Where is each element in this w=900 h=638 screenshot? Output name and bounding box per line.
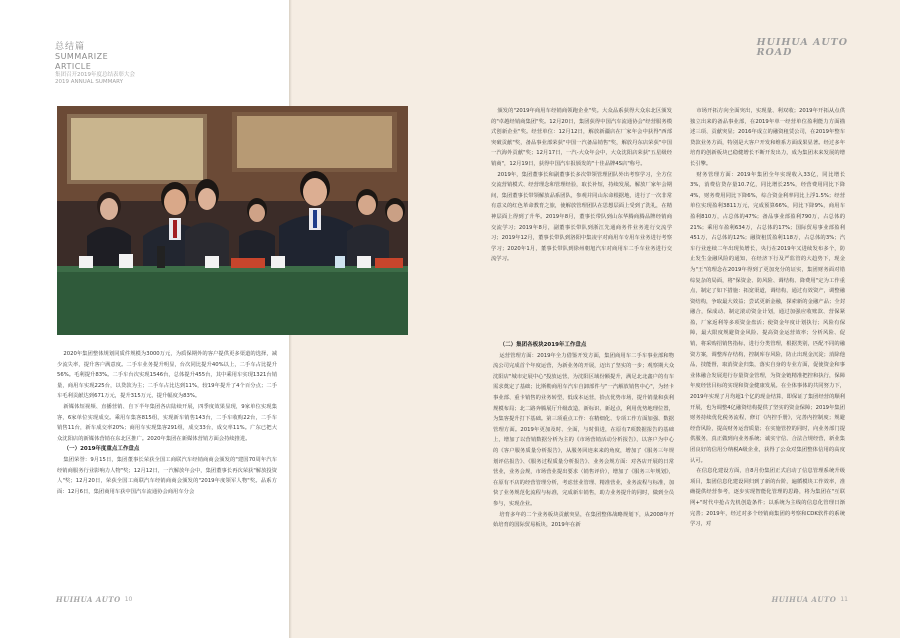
paragraph: 2019年，集团董事长和副董事长多次带领管理团队外出考察学习，全方位交流营销模式、经营理念和管理经验，取长补短，持续发展。解放厂家年会期间，集团董事长带领解放品系团队，参观并同山东命根据地，进行了一次非常有意义的红色革命教育之旅，使解放管理团队在思想层面上受到了洗礼，在精神层面上得到了升华。2019年8月，董事长带队到山东华腾商腾品牌经销商交流学习；2019年8月，副董事长带队到浙江先通商务件业务进行交流学习；2019年12月，董事长带队到洛阳中集凌宇对商用车专用车业务进行考察学习；2020年1月，董事长带队到徐州朝旭汽车对商用车二手车业务进行交流学习。 bbox=[491, 171, 672, 263]
footer-left bbox=[56, 595, 132, 604]
section-subtitle-en: 2019 ANNUAL SUMMARY bbox=[55, 79, 123, 86]
brand-line-1: HUIHUA AUTO bbox=[756, 37, 848, 48]
paragraph: 市场开拓方向全面突出，实现量、利双收；2019年开拓从点供独立出来的备品事业部，在2019年单一经营单位盈利能力方面描述三项、贡献突显；2016年成立的融资租赁公司，在2019年整车贷款业务方面，特别是大客户开发和维系方面成果显著。经过多年培育的创新板块已稳健增长不断开发出力，成为集团未来发展的增长引擎。 bbox=[690, 108, 845, 167]
footer-right bbox=[772, 595, 848, 604]
paragraph: 颁发的"2019年商用车经销商领跑企业"奖。大众品系获得大众东北区颁发的"卓越经销商集团"奖。12月20日，集团获得中国汽车流通协会"经营服务模式创新企业"奖。经营单位：12月12日，解放新疆店在厂家年会中获得"西部突破贡献"奖，备品事业部荣获"中国一汽备品销售"奖，解放丹东店荣获"中国一汽海外贡献"奖；12月17日，一汽-大众年会中，大众沈阳店荣获"五星级经销商"，12月19日，获得中国汽车报颁发的"十佳品牌4S店"称号。 bbox=[491, 108, 672, 167]
paragraph: 2020年集团整体规划同质件规模为3000万元，为质保期外的客户提供更多渠道的选择，减少流失率，提升客户满意度。二手车业务提升明显，台次同比提升40%以上，二手车占比提升56%。毛利提升83%。二手车台次实现1546台，总体提升455台，其中乘用车实现1321台销量，商用车实现225台，以贷款为主；二手车占比达到11%，较19年提升了4个百分点；二手车毛利贡献达到671万元，提升315万元，提升幅度为83%。 bbox=[57, 351, 277, 400]
section-heading: （二）集团各板块2019年工作盘点 bbox=[499, 342, 587, 348]
paragraph: 新媒体短视频、直播营销、自下半年集团各店陆续开展，四季度效果显现，9家单位实现集客，6家单位实现成交。乘用车集客815组，实现新车销售143台，二手车收购22台，二手车销售11台，新车成交率20%；商用车实现集客291组，成交33台，成交率11%。广东已把大众沈阳店的新媒体营销在东北区推广。2020年集团在新媒体营销方面会持续推进。 bbox=[57, 403, 277, 442]
page-number-right: 11 bbox=[840, 596, 848, 603]
section-header bbox=[55, 42, 135, 85]
paragraph: 在信息化建设方面，自8月份集团正式启动了信息管理系统升级项目，集团信息化建设回归到了新的台阶，遍循模块工作效率，准确提供经营参考，逐步实现智能化管理的思路，将为集团在"互联网+"时代中抢占先机创造条件；以系统为主线的信息化管理日渐完善；2019年，经过对多个经销商集团的考察和CDK软件的系统学习，对 bbox=[690, 468, 845, 528]
footer-logo-right: HUIHUA AUTO bbox=[771, 595, 837, 604]
footer-logo-left: HUIHUA AUTO bbox=[56, 595, 121, 604]
section-subtitle-cn: 集团召开2019年度总结表彰大会 bbox=[55, 71, 135, 78]
section-title-en-1: SUMMARIZE bbox=[55, 52, 109, 62]
article-column-3 bbox=[493, 340, 674, 531]
paragraph: 运营管理方面：2019年全力借鉴开发方面，集团商用车二手车事业部和物流公司完成首个年度运营，为新业务的开展，迈出了坚实的一步；观察期大众沈阳店"城市定展中心"投放运营，为沈阳区域份额提升，满足北北鑫户的有车需求奠定了基础；比斯勒商用车汽车自卸部件与"一汽解放销售中心"，为轻卡事业部、重卡销售的业务转型，低成本运营，拾点优势市场，提升销量和获利规模布局；北二路奔腾展厅升级改造，新标识、新起点，利用优势地理位置，为集客提升打下基础。第三项重点工作：在精细化、专项工作方面加强、数据管理方面。2019年更加及时、全面，与时俱进，在原有7项数据报告的基础上，增加了以营销数据分析为主的《市场营销活动分析报告》，以客户为中心的《客户服务质量分析报告》，从服务回迹来来的角度，增加了《服务三年规划评估报告》、《服务过程质量分析报告》、业务会规方面：对各店开展的日常营业，业务会规，市场营业提出要求（销售评价），增加了《服务三年规划》，在原有不店的经营管理分析，考虑营业管理、精准营业，业务流程与标准，加快了业务规范化流程与标准，完成新车销售，助力业务提升的同时，做到全员参与，实现企业。 bbox=[493, 352, 674, 507]
article-column-1 bbox=[57, 349, 277, 497]
meeting-photo bbox=[57, 106, 408, 335]
paragraph: 培育多年的二个业务板块贡献突显，在集团整体战略规划下，从2008年开始培育的国际贸易板块，2019年在新 bbox=[493, 511, 674, 529]
page-number-left: 10 bbox=[124, 596, 133, 603]
article-column-4 bbox=[690, 106, 845, 530]
section-title-cn: 总结篇 bbox=[55, 42, 86, 52]
paragraph: 财务管理方面：2019年集团全年实现收入33亿，同比增长3%，消费信贷存量10.7亿，同比增长25%，经营费用同比下降4%，财务费用同比下降6%，综合资金利率同比上浮1.5%；经营单位实现盈利3811万元，完成预算66%，同比下降9%，商用车盈利810万，占总体的47%；备品事业部盈利790万，占总体的21%；乘用车盈利634万，占总体的17%；国际贸易事业部盈利451万，占总体的12%；融资租赁盈利118万，占总体的3%；汽车行业连续二年出现负增长，央行在2019年又进续发布多个，防止发生金融风险的通知，在经济下行及严监管的大趋势下，现金为"王"的理念在2019年得到了更加充分的证实，集团财务面对错综复杂的局面，将"保资金、防风险、调结构、降费用"定为工作重点，制定了如下措施：拓宽渠道，调结构，通过有效资产，调整融资结构，争取最大效益；尝试更新金融，探索新的金融产品；全封融合，保成动、制定滚动资金计划，通过加强应收账款、营保紧盈，厂家返利等多项资金盘活；使资金年度计划执行；风险有保障，最大限度规避资金风险、提高资金运营效率；分析风险、促销，将采购招销售指标，进行分类管理，根据类别，匹配不同的融资方案，调整库存结构，控制库存风险，防止出现金沉淀；消除他品，技能督，取消资金归集，落实自身的专业方面，促使资金和事业体融合发展进行存量资金管理，为资金链精准把控和执行，保障年度经营目标的实现和资金健康发展。在全体事体的共同努力下，2019年实现了月均超1个亿的现金结算，即保证了集团经营的顺利开展，也为调整4亿融资结构提供了坚实的资金保障；2019年集团财务持续优化税务流程，修订《内控手册》，完善内控制度；规避经营风险，提高财务运营质量；在实施管控的同时，向业务部门提供服务，真正做到向业务系统；诚实守信、合法合规经营，新业集团良好的信用分纳税A级企业，获得了公众对集团整体信用的高度认可。 bbox=[690, 171, 845, 464]
meeting-photo-illustration bbox=[57, 106, 408, 335]
article-column-2 bbox=[491, 106, 672, 265]
paragraph: 集团荣誉：9月15日，集团董事长荣获全国工商联汽车经销商商会颁发的"建国70周年汽车经销商服务行业影响力人物"奖；12月12日，一汽解放年会中，集团董事长再次荣获"解放投资人"奖；12月20日，荣获全国工商联汽车经销商商会颁发的"2019年度领军人物"奖。品系方面：12月6日，集团商用车获中国汽车流通协会商用车分会 bbox=[57, 456, 277, 495]
section-title-en-2: ARTICLE bbox=[55, 61, 92, 71]
brand-line-2: ROAD bbox=[756, 46, 793, 58]
section-heading: （一）2019年度重点工作盘点 bbox=[63, 446, 140, 453]
brand-logo bbox=[757, 38, 848, 58]
